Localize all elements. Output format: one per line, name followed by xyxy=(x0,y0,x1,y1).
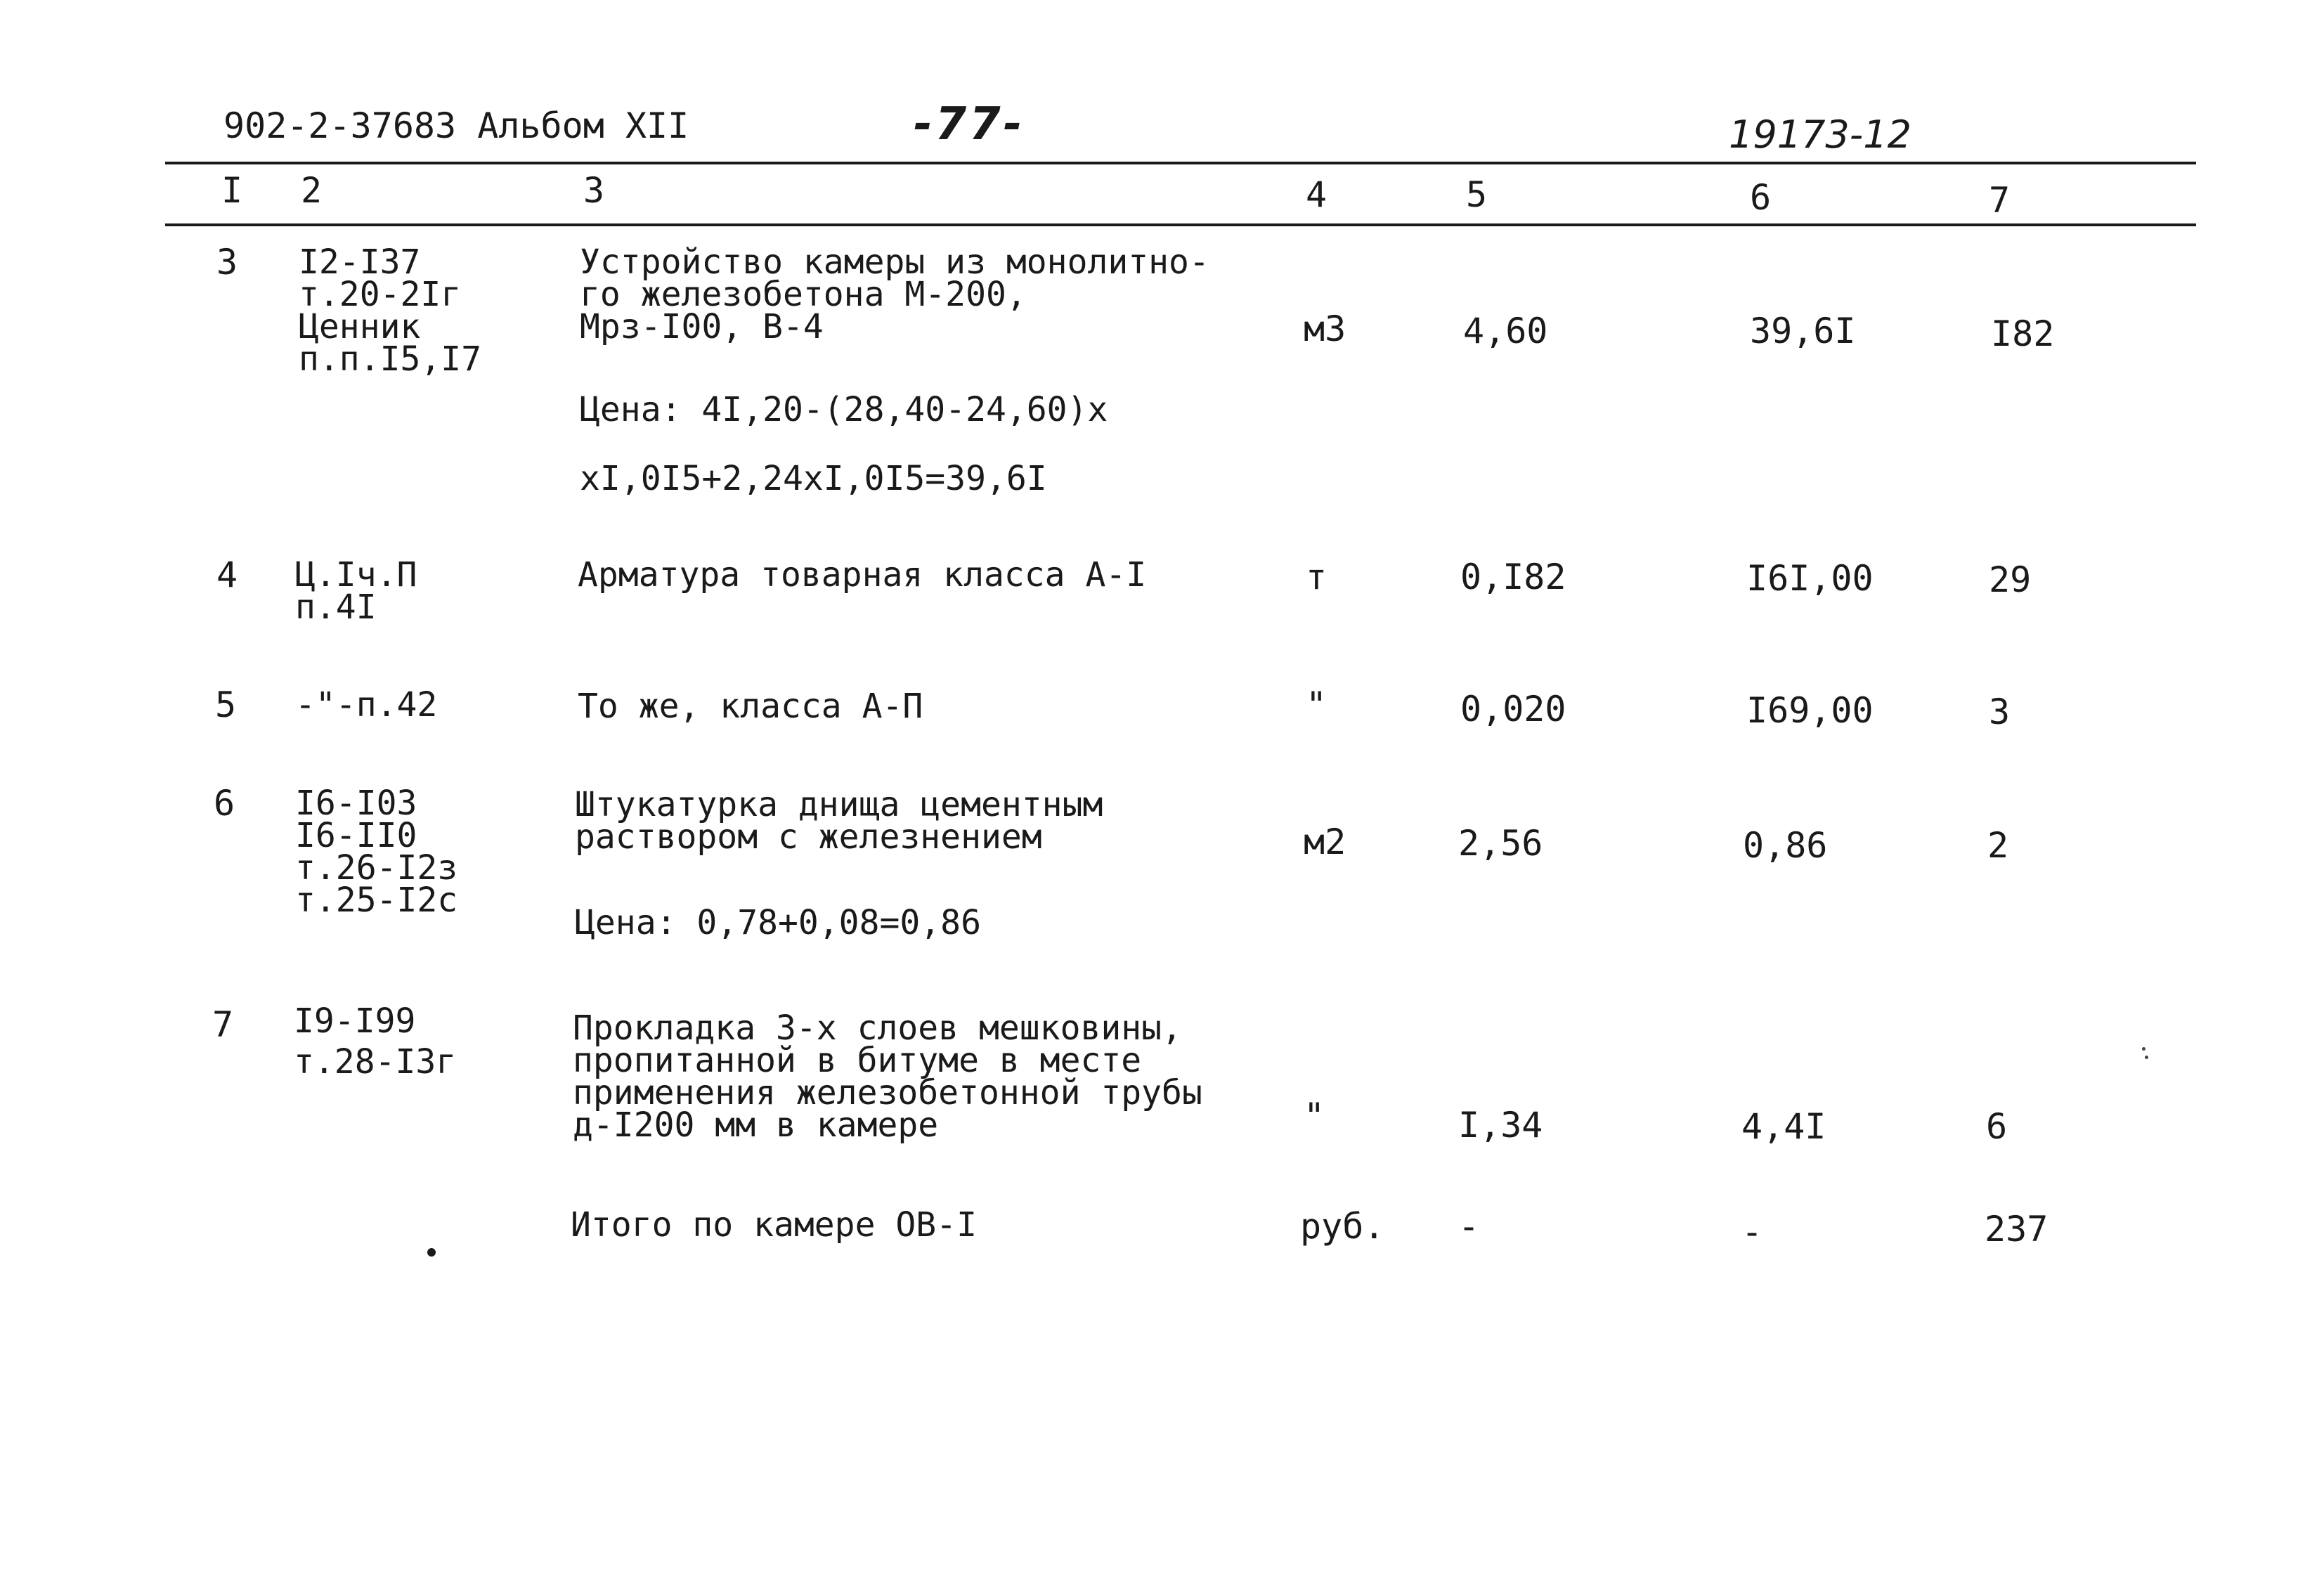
calculation-line: хI,0I5+2,24хI,0I5=39,6I xyxy=(580,459,1047,498)
calculation-line: Цена: 4I,20-(28,40-24,60)х xyxy=(580,390,1108,429)
row-reference xyxy=(294,1001,457,1082)
page-number: -77- xyxy=(914,98,1025,150)
total-unit: руб. xyxy=(1300,1206,1385,1247)
row-quantity: 0,020 xyxy=(1460,689,1566,729)
total-price: - xyxy=(1741,1212,1763,1252)
reference-line: I6-II0 xyxy=(295,816,417,855)
row-unit: " xyxy=(1304,1096,1325,1136)
archive-number: 19173-12 xyxy=(1729,112,1911,157)
row-cost: 29 xyxy=(1989,559,2032,600)
column-number: 4 xyxy=(1306,174,1327,215)
reference-line: I2-I37 xyxy=(299,242,421,282)
reference-line: т.28-I3г xyxy=(294,1042,457,1082)
price-calculation xyxy=(580,390,1108,498)
row-number: 7 xyxy=(212,1004,234,1045)
reference-line: п.4I xyxy=(295,588,377,627)
row-description xyxy=(575,785,1103,857)
reference-line: Ц.Iч.П xyxy=(295,555,417,595)
row-unit: м2 xyxy=(1304,822,1346,862)
scan-dot xyxy=(2145,1056,2148,1059)
column-number: 3 xyxy=(583,170,605,211)
row-number: 4 xyxy=(216,554,238,595)
description-line: применения железобетонной трубы xyxy=(573,1073,1202,1112)
row-description xyxy=(573,1008,1202,1145)
row-price: 4,4I xyxy=(1741,1106,1826,1147)
header-bottom-rule xyxy=(165,223,2196,226)
total-quantity: - xyxy=(1458,1206,1480,1247)
row-quantity: 4,60 xyxy=(1463,311,1548,351)
row-reference xyxy=(299,242,482,379)
column-number: I xyxy=(221,170,243,211)
row-price: 39,6I xyxy=(1750,311,1856,351)
row-price: I69,00 xyxy=(1746,690,1874,731)
description-line: д-I200 мм в камере xyxy=(573,1105,939,1145)
scan-dot xyxy=(2142,1047,2146,1051)
row-quantity: 0,I82 xyxy=(1460,557,1566,597)
description-line: Устройство камеры из монолитно- xyxy=(580,242,1209,282)
row-number: 3 xyxy=(216,242,238,283)
row-quantity: 2,56 xyxy=(1458,823,1543,864)
row-unit: т xyxy=(1306,557,1327,597)
price-calculation xyxy=(575,903,981,942)
reference-line: I9-I99 xyxy=(294,1001,416,1041)
description-line: Прокладка 3-х слоев мешковины, xyxy=(573,1008,1182,1048)
row-cost: I82 xyxy=(1991,313,2055,354)
header-top-rule xyxy=(165,162,2196,164)
total-cost: 237 xyxy=(1985,1209,2049,1250)
reference-line: т.26-I2з xyxy=(295,848,458,888)
scan-dot xyxy=(427,1248,436,1257)
description-line: То же, класса А-П xyxy=(578,687,923,726)
row-reference xyxy=(295,685,438,725)
description-line: Арматура товарная класса А-I xyxy=(578,555,1147,595)
row-description xyxy=(578,555,1147,595)
description-line: пропитанной в битуме в месте xyxy=(573,1041,1142,1080)
reference-line: п.п.I5,I7 xyxy=(299,339,482,379)
row-number: 5 xyxy=(215,684,237,725)
row-description xyxy=(578,687,923,726)
column-number: 7 xyxy=(1989,180,2011,221)
row-quantity: I,34 xyxy=(1458,1105,1543,1146)
row-unit: м3 xyxy=(1304,309,1346,349)
calculation-line: Цена: 0,78+0,08=0,86 xyxy=(575,903,981,942)
column-number: 6 xyxy=(1750,177,1772,218)
row-cost: 3 xyxy=(1989,692,2011,732)
reference-line: Ценник xyxy=(299,307,421,346)
row-price: 0,86 xyxy=(1743,825,1828,866)
row-number: 6 xyxy=(214,783,235,824)
column-number: 2 xyxy=(301,170,323,211)
row-description xyxy=(580,242,1209,346)
description-line: го железобетона М-200, xyxy=(580,275,1027,314)
reference-line: I6-I03 xyxy=(295,784,417,823)
description-line: Мрз-I00, В-4 xyxy=(580,307,824,346)
column-number: 5 xyxy=(1466,174,1488,215)
row-reference xyxy=(295,784,458,920)
description-line: Штукатурка днища цементным xyxy=(575,785,1103,824)
reference-line: -"-п.42 xyxy=(295,685,438,725)
total-label: Итого по камере ОВ-I xyxy=(571,1205,977,1245)
description-line: раствором с железнением xyxy=(575,817,1042,857)
reference-line: т.25-I2с xyxy=(295,881,458,920)
row-price: I6I,00 xyxy=(1746,558,1874,599)
row-reference xyxy=(295,555,417,627)
row-cost: 2 xyxy=(1987,825,2009,866)
row-cost: 6 xyxy=(1986,1106,2008,1147)
document-code: 902-2-37683 Альбом XII xyxy=(223,105,689,146)
reference-line: т.20-2Iг xyxy=(299,275,462,314)
row-unit: " xyxy=(1306,684,1327,725)
